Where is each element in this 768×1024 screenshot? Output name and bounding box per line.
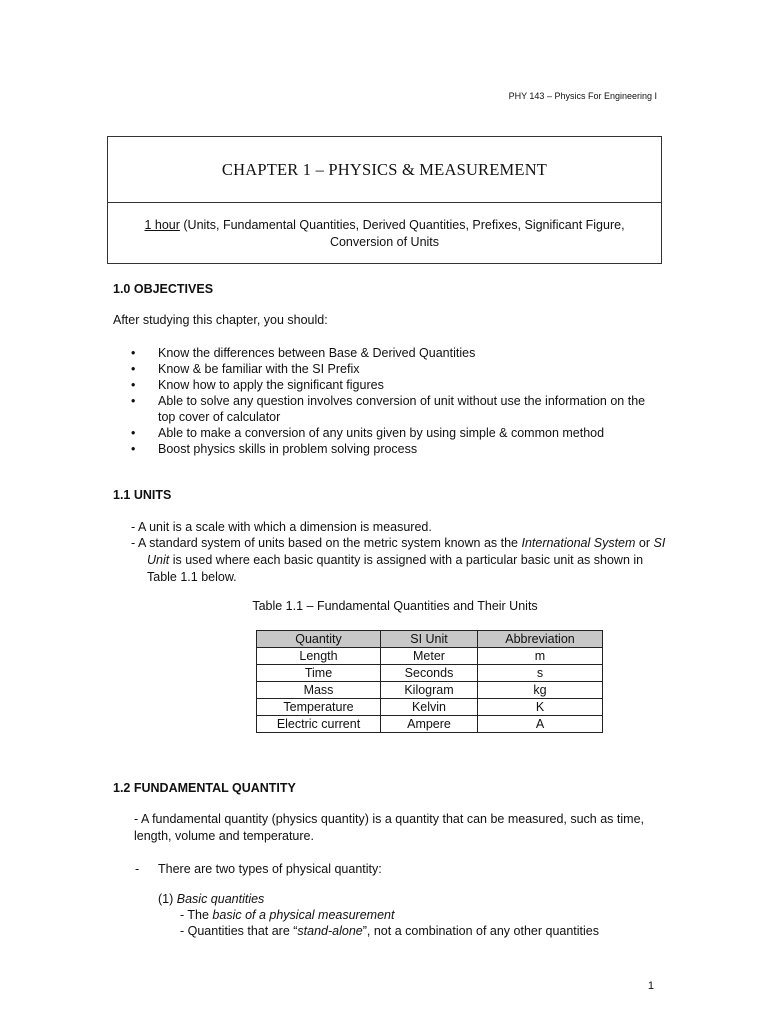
- objective-item: • Know the differences between Base & Derived Quantities: [131, 345, 661, 361]
- table-row: [257, 665, 603, 682]
- table-caption: Table 1.1 – Fundamental Quantities and Their Units: [252, 599, 538, 613]
- topics: (Units, Fundamental Quantities, Derived Quantities, Prefixes, Significant Figure,: [183, 218, 625, 232]
- table-cell: Temperature: [257, 699, 381, 716]
- table-header-row: [257, 631, 603, 648]
- chapter-title: CHAPTER 1 – PHYSICS & MEASUREMENT: [108, 137, 661, 203]
- basic-standalone: - Quantities that are “stand-alone”, not a combination of any other quantities: [180, 924, 600, 938]
- units-heading: 1.1 UNITS: [113, 488, 172, 502]
- basic-definition: - The basic of a physical measurement: [180, 908, 395, 922]
- units-line2: - A standard system of units based on the metric system known as the International System or SI Unit is used where each basic quantity is assigned with a particular basic unit as shown in Table 1.1 below.: [131, 536, 666, 584]
- objective-item: • Able to solve any question involves conversion of unit without use the information on the top cover of calculator: [131, 393, 661, 425]
- chapter-title-box: [107, 136, 662, 264]
- objectives-heading: 1.0 OBJECTIVES: [113, 282, 214, 296]
- table-cell: Time: [257, 665, 381, 682]
- table-row: [257, 716, 603, 733]
- course-header: PHY 143 – Physics For Engineering I: [508, 91, 657, 101]
- units-table: [256, 630, 603, 733]
- table-cell: Kilogram: [381, 682, 478, 699]
- table-row: [257, 648, 603, 665]
- objective-item: • Able to make a conversion of any units given by using simple & common method: [131, 425, 661, 441]
- table-cell: K: [478, 699, 603, 716]
- objective-item: • Know & be familiar with the SI Prefix: [131, 361, 661, 377]
- column-header: Abbreviation: [478, 631, 603, 648]
- table-cell: Length: [257, 648, 381, 665]
- table-cell: Ampere: [381, 716, 478, 733]
- table-cell: m: [478, 648, 603, 665]
- fundamental-heading: 1.2 FUNDAMENTAL QUANTITY: [113, 781, 296, 795]
- fundamental-line2: There are two types of physical quantity:: [158, 862, 382, 876]
- column-header: SI Unit: [381, 631, 478, 648]
- table-cell: Electric current: [257, 716, 381, 733]
- objectives-list: [131, 345, 661, 457]
- table-row: [257, 682, 603, 699]
- objectives-intro: After studying this chapter, you should:: [113, 313, 328, 327]
- table-cell: s: [478, 665, 603, 682]
- units-line1: - A unit is a scale with which a dimension is measured.: [131, 520, 432, 534]
- table-cell: Meter: [381, 648, 478, 665]
- table-cell: Kelvin: [381, 699, 478, 716]
- chapter-summary: [108, 203, 661, 251]
- table-cell: kg: [478, 682, 603, 699]
- table-cell: A: [478, 716, 603, 733]
- duration: 1 hour: [144, 218, 180, 232]
- table-cell: Seconds: [381, 665, 478, 682]
- objective-item: • Boost physics skills in problem solving process: [131, 441, 661, 457]
- table-row: [257, 699, 603, 716]
- objective-item: • Know how to apply the significant figures: [131, 377, 661, 393]
- column-header: Quantity: [257, 631, 381, 648]
- basic-quantities-label: (1) Basic quantities: [158, 892, 265, 906]
- table-cell: Mass: [257, 682, 381, 699]
- dash-marker: -: [135, 862, 140, 876]
- topics-line2: Conversion of Units: [329, 235, 440, 249]
- page-number: 1: [647, 980, 654, 992]
- fundamental-line1: - A fundamental quantity (physics quantity) is a quantity that can be measured, such as time, length, volume and temperature.: [134, 812, 644, 843]
